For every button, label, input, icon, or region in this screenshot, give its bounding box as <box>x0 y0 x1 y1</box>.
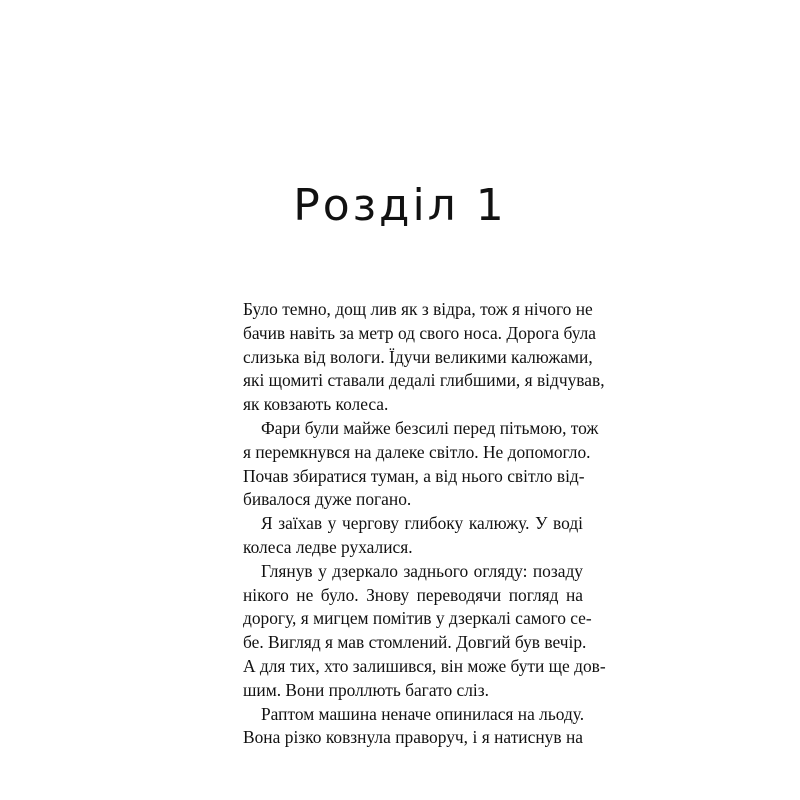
text-line: Фари були майже безсилі перед пітьмою, тож <box>261 417 599 438</box>
text-line: я перемкнувся на далеке світло. Не допомогло. <box>243 441 591 462</box>
text-line: шим. Вони проллють багато сліз. <box>243 679 489 700</box>
text-line: як ковзають колеса. <box>243 394 389 415</box>
text-line: Почав збиратися туман, а від нього світло від- <box>243 465 585 486</box>
text-line: слизька від вологи. Їдучи великими калюжами, <box>243 346 593 367</box>
text-line: Було темно, дощ лив як з відра, тож я нічого не <box>243 299 593 319</box>
chapter-title: Розділ 1 <box>293 180 507 231</box>
chapter-body-text <box>243 298 606 750</box>
text-line: колеса ледве рухалися. <box>243 536 413 557</box>
text-line: бивалося дуже погано. <box>243 489 412 510</box>
text-line: А для тих, хто залишився, він може бути ще дов- <box>243 655 606 676</box>
text-line: бе. Вигляд я мав стомлений. Довгий був вечір. <box>243 632 587 653</box>
text-line: Раптом машина неначе опинилася на льоду. <box>261 703 585 724</box>
text-line: які щомиті ставали дедалі глибшими, я відчував, <box>243 370 605 391</box>
text-line: нікого не було. Знову переводячи погляд на <box>243 584 583 605</box>
text-line: Глянув у дзеркало заднього огляду: позаду <box>261 560 583 581</box>
text-line: Я заїхав у чергову глибоку калюжу. У воді <box>261 513 583 534</box>
text-line: бачив навіть за метр од свого носа. Дорога була <box>243 322 597 343</box>
text-line: дорогу, я мигцем помітив у дзеркалі самого се- <box>243 608 592 629</box>
text-line: Вона різко ковзнула праворуч, і я натиснув на <box>243 727 583 748</box>
